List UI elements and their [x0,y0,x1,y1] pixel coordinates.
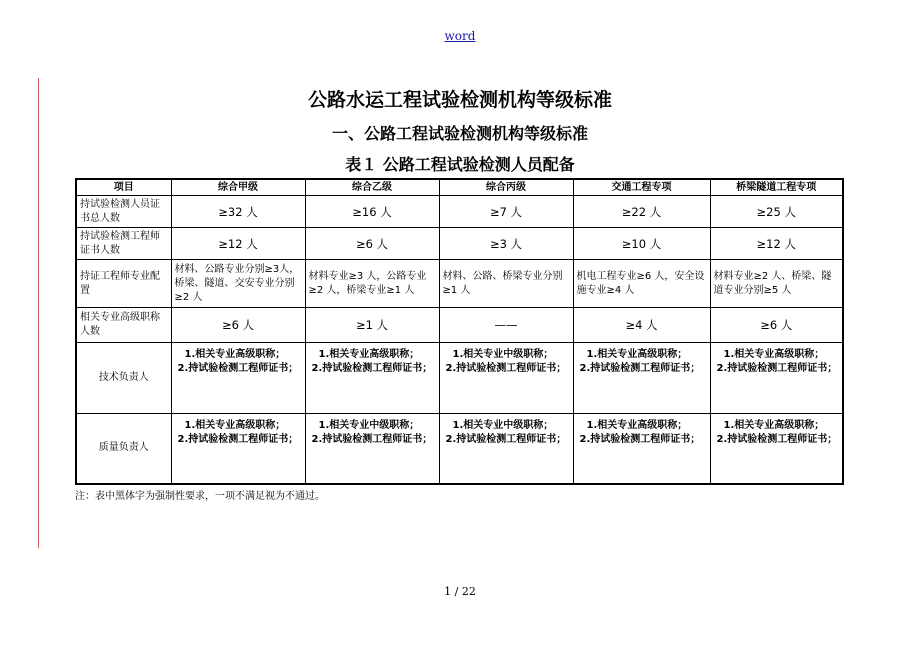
req-line: 2.持试验检测工程师证书； [716,434,838,445]
header-cell: 综合乙级 [305,179,439,196]
table-cell [439,414,573,484]
table-cell: 机电工程专业≥6 人，安全设施专业≥4 人 [573,260,710,308]
table-cell: ≥16 人 [305,196,439,228]
table-cell [710,343,843,414]
table-cell: ≥6 人 [171,308,305,343]
table-cell: ≥4 人 [573,308,710,343]
table-row [76,414,843,484]
table-row [76,308,843,343]
table-row [76,196,843,228]
table-cell [305,343,439,414]
table-cell: 材料、公路、桥梁专业分别≥1 人 [439,260,573,308]
req-line: 1.相关专业高级职称； [586,420,688,431]
row-label: 质量负责人 [76,414,171,484]
document-title: 公路水运工程试验检测机构等级标准 [307,89,612,111]
table-cell [171,343,305,414]
req-line: 1.相关专业中级职称； [452,420,554,431]
table-cell: 材料专业≥3 人，公路专业≥2 人，桥梁专业≥1 人 [305,260,439,308]
table-cell: ≥12 人 [710,228,843,260]
row-label: 相关专业高级职称人数 [76,308,171,343]
header-cell: 项目 [76,179,171,196]
page-indicator: 1 / 22 [444,585,476,598]
staffing-table [75,178,844,485]
row-label: 持试验检测人员证书总人数 [76,196,171,228]
table-cell: ≥7 人 [439,196,573,228]
req-line: 2.持试验检测工程师证书； [311,363,433,374]
req-line: 2.持试验检测工程师证书； [445,363,567,374]
req-line: 2.持试验检测工程师证书； [445,434,567,445]
table-cell [573,414,710,484]
table-cell: 材料专业≥2 人、桥梁、隧道专业分别≥5 人 [710,260,843,308]
margin-line [38,78,39,548]
req-line: 1.相关专业高级职称； [318,349,420,360]
table-cell [573,343,710,414]
req-line: 2.持试验检测工程师证书； [579,363,701,374]
table-cell: 材料、公路专业分别≥3人，桥梁、隧道、交安专业分别≥2 人 [171,260,305,308]
req-line: 1.相关专业高级职称； [723,349,825,360]
table-cell: ≥22 人 [573,196,710,228]
table-cell: ≥3 人 [439,228,573,260]
table-row [76,228,843,260]
header-cell: 综合甲级 [171,179,305,196]
table-cell: ≥12 人 [171,228,305,260]
req-line: 1.相关专业高级职称； [184,349,286,360]
table-cell: ≥1 人 [305,308,439,343]
req-line: 2.持试验检测工程师证书； [177,363,299,374]
req-line: 1.相关专业高级职称； [723,420,825,431]
req-line: 1.相关专业中级职称； [452,349,554,360]
table-header-row [76,179,843,196]
table-cell: ≥25 人 [710,196,843,228]
req-line: 1.相关专业高级职称； [586,349,688,360]
req-line: 1.相关专业中级职称； [318,420,420,431]
header-cell: 交通工程专项 [573,179,710,196]
header-word-link[interactable]: word [444,29,476,43]
req-line: 2.持试验检测工程师证书； [716,363,838,374]
table-cell: ≥6 人 [305,228,439,260]
table-title: 表１ 公路工程试验检测人员配备 [345,155,575,174]
row-label: 技术负责人 [76,343,171,414]
table-cell [710,414,843,484]
req-line: 2.持试验检测工程师证书； [579,434,701,445]
table-row [76,260,843,308]
table-cell [305,414,439,484]
row-label: 持试验检测工程师证书人数 [76,228,171,260]
table-cell: ≥10 人 [573,228,710,260]
row-label: 持证工程师专业配置 [76,260,171,308]
table-row [76,343,843,414]
table-cell [439,343,573,414]
req-line: 1.相关专业高级职称； [184,420,286,431]
section-title: 一、公路工程试验检测机构等级标准 [331,124,588,143]
header-cell: 综合丙级 [439,179,573,196]
req-line: 2.持试验检测工程师证书； [311,434,433,445]
table-cell: —— [439,308,573,343]
req-line: 2.持试验检测工程师证书； [177,434,299,445]
table-cell: ≥6 人 [710,308,843,343]
table-note: 注：表中黑体字为强制性要求，一项不满足视为不通过。 [75,491,325,502]
table-cell: ≥32 人 [171,196,305,228]
header-cell: 桥梁隧道工程专项 [710,179,843,196]
table-cell [171,414,305,484]
